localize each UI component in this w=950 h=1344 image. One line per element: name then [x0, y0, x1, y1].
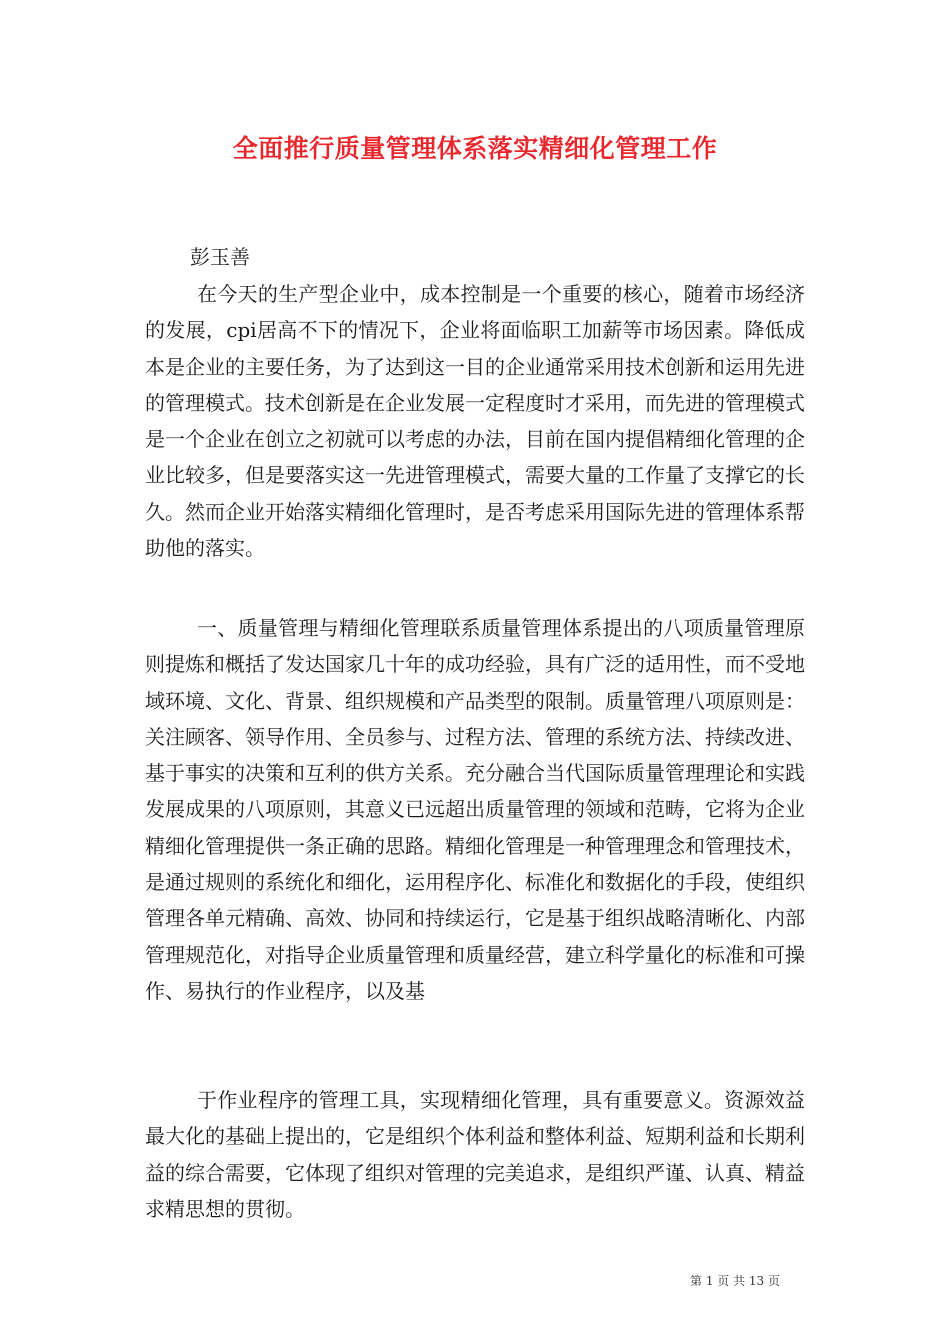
page-number-footer: 第 1 页 共 13 页 [690, 1274, 780, 1288]
paragraph-section-one: 一、质量管理与精细化管理联系质量管理体系提出的八项质量管理原则提炼和概括了发达国家几十年的成功经验，具有广泛的适用性，而不受地域环境、文化、背景、组织规模和产品类型的限制。质量管理八项原则是：关注顾客、领导作用、全员参与、过程方法、管理的系统方法、持续改进、基于事实的决策和互利的供方关系。充分融合当代国际质量管理理论和实践发展成果的八项原则，其意义已远超出质量管理的领域和范畴，它将为企业精细化管理提供一条正确的思路。精细化管理是一种管理理念和管理技术，是通过规则的系统化和细化，运用程序化、标准化和数据化的手段，使组织管理各单元精确、高效、协同和持续运行，它是基于组织战略清晰化、内部管理规范化，对指导企业质量管理和质量经营，建立科学量化的标准和可操作、易执行的作业程序，以及基 [145, 616, 805, 1003]
paragraph-intro: 在今天的生产型企业中，成本控制是一个重要的核心，随着市场经济的发展，cpi居高不下的情况下，企业将面临职工加薪等市场因素。降低成本是企业的主要任务，为了达到这一目的企业通常采用技术创新和运用先进的管理模式。技术创新是在企业发展一定程度时才采用，而先进的管理模式是一个企业在创立之初就可以考虑的办法，目前在国内提倡精细化管理的企业比较多，但是要落实这一先进管理模式，需要大量的工作量了支撑它的长久。然而企业开始落实精细化管理时，是否考虑采用国际先进的管理体系帮助他的落实。 [145, 282, 805, 561]
paragraph-continuation: 于作业程序的管理工具，实现精细化管理，具有重要意义。资源效益最大化的基础上提出的，它是组织个体利益和整体利益、短期利益和长期利益的综合需要，它体现了组织对管理的完美追求，是组织严谨、认真、精益求精思想的贯彻。 [145, 1088, 805, 1221]
author-name: 彭玉善 [190, 245, 250, 269]
document-title: 全面推行质量管理体系落实精细化管理工作 [232, 134, 718, 163]
